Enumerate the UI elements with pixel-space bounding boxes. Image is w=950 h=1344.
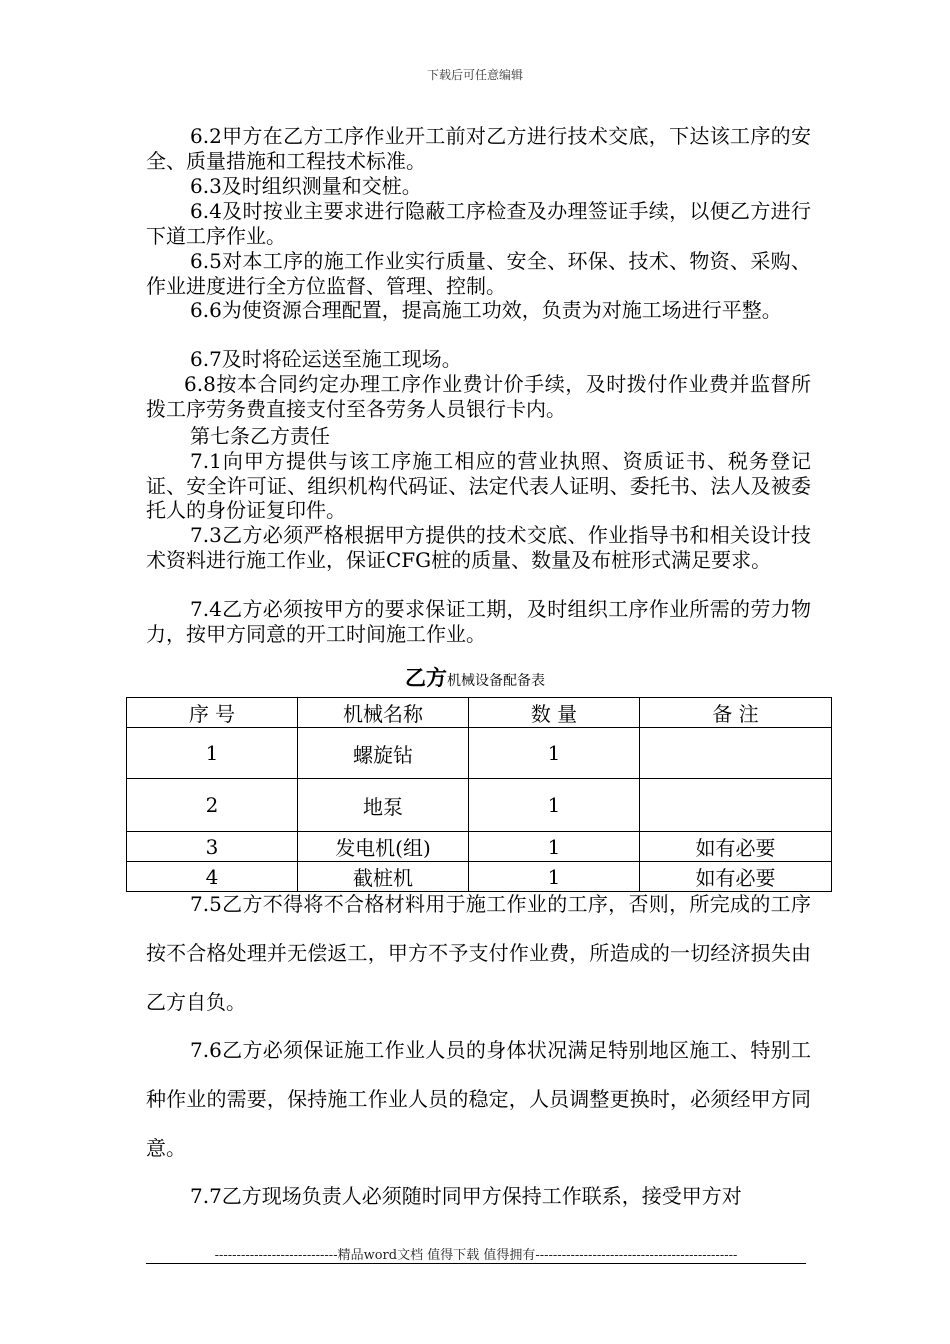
cell-machine-name: 截桩机 — [298, 862, 469, 892]
cell-quantity: 1 — [469, 862, 640, 892]
cell-remarks — [640, 779, 832, 832]
cell-quantity: 1 — [469, 832, 640, 862]
table-row — [127, 832, 832, 862]
paragraph-6-8: 6.8按本合同约定办理工序作业费计价手续，及时拨付作业费并监督所拨工序劳务费直接支付至各劳务人员银行卡内。 — [146, 372, 811, 421]
paragraph-7-7: 7.7乙方现场负责人必须随时同甲方保持工作联系，接受甲方对 — [190, 1184, 742, 1208]
header-quantity: 数 量 — [469, 698, 640, 728]
paragraph-6-6: 6.6为使资源合理配置，提高施工功效，负责为对施工场进行平整。 — [190, 298, 782, 322]
page-header: 下载后可任意编辑 — [426, 68, 523, 82]
cell-serial: 3 — [127, 832, 298, 862]
paragraph-6-5: 6.5对本工序的施工作业实行质量、安全、环保、技术、物资、采购、作业进度进行全方位监督、管理、控制。 — [146, 249, 811, 298]
table-title — [0, 662, 950, 692]
paragraph-6-2: 6.2甲方在乙方工序作业开工前对乙方进行技术交底，下达该工序的安全、质量措施和工程技术标准。 — [146, 124, 811, 173]
paragraph-6-4: 6.4及时按业主要求进行隐蔽工序检查及办理签证手续，以便乙方进行下道工序作业。 — [146, 199, 811, 248]
cell-remarks: 如有必要 — [640, 832, 832, 862]
cell-machine-name: 地泵 — [298, 779, 469, 832]
paragraph-7-3: 7.3乙方必须严格根据甲方提供的技术交底、作业指导书和相关设计技术资料进行施工作业，保证CFG桩的质量、数量及布桩形式满足要求。 — [146, 523, 811, 572]
table-title-party: 乙方 — [405, 665, 447, 690]
table-header-row — [127, 698, 832, 728]
header-serial: 序 号 — [127, 698, 298, 728]
paragraph-7-4: 7.4乙方必须按甲方的要求保证工期，及时组织工序作业所需的劳力物力，按甲方同意的开工时间施工作业。 — [146, 597, 811, 646]
section-heading-article-7: 第七条乙方责任 — [190, 424, 330, 448]
footer-divider — [146, 1263, 806, 1264]
header-remarks: 备 注 — [640, 698, 832, 728]
paragraph-6-3: 6.3及时组织测量和交桩。 — [190, 174, 422, 198]
paragraph-7-5: 7.5乙方不得将不合格材料用于施工作业的工序，否则，所完成的工序按不合格处理并无偿返工，甲方不予支付作业费，所造成的一切经济损失由乙方自负。 — [146, 892, 811, 1014]
paragraph-6-7: 6.7及时将砼运送至施工现场。 — [190, 347, 462, 371]
equipment-table — [126, 697, 832, 892]
cell-serial: 2 — [127, 779, 298, 832]
cell-machine-name: 发电机(组) — [298, 832, 469, 862]
cell-serial: 1 — [127, 728, 298, 779]
page-footer: ----------------------------精品word文档 值得下载 值得拥有---------------------------------------------- — [214, 1248, 738, 1263]
cell-quantity: 1 — [469, 728, 640, 779]
cell-machine-name: 螺旋钻 — [298, 728, 469, 779]
header-machine-name: 机械名称 — [298, 698, 469, 728]
table-row — [127, 728, 832, 779]
table-title-label: 机械设备配备表 — [447, 673, 545, 689]
paragraph-7-6: 7.6乙方必须保证施工作业人员的身体状况满足特别地区施工、特别工种作业的需要，保持施工作业人员的稳定，人员调整更换时，必须经甲方同意。 — [146, 1038, 811, 1160]
table-row — [127, 779, 832, 832]
cell-remarks — [640, 728, 832, 779]
cell-quantity: 1 — [469, 779, 640, 832]
cell-remarks: 如有必要 — [640, 862, 832, 892]
paragraph-7-1: 7.1向甲方提供与该工序施工相应的营业执照、资质证书、税务登记证、安全许可证、组织机构代码证、法定代表人证明、委托书、法人及被委托人的身份证复印件。 — [146, 449, 811, 522]
cell-serial: 4 — [127, 862, 298, 892]
